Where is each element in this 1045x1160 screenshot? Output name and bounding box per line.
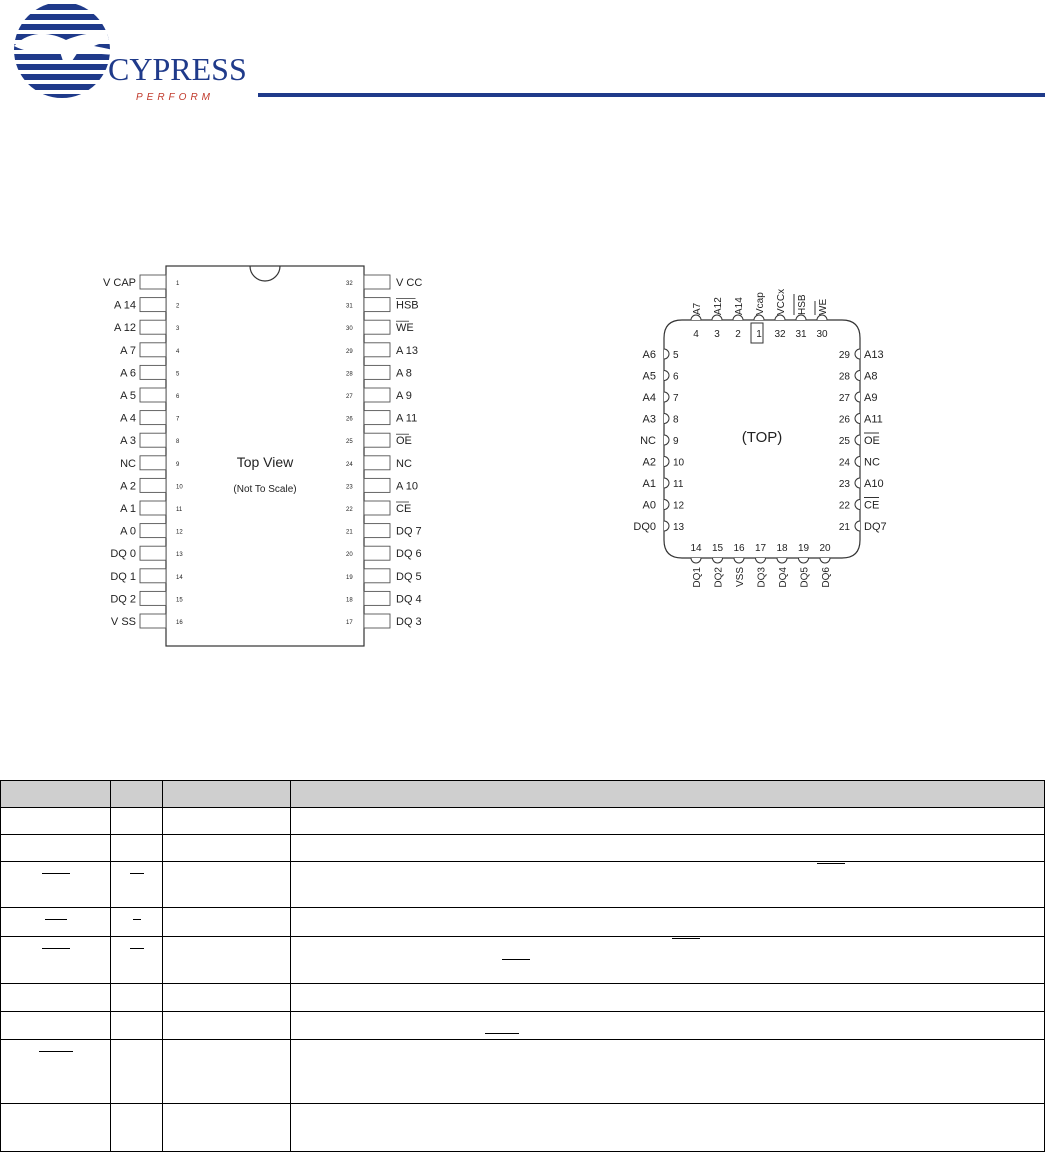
plcc-pin-number: 5 (673, 350, 679, 361)
dip-pin-label: WE (396, 322, 414, 335)
plcc-pin-number: 12 (673, 500, 685, 512)
plcc-pin-label: VCCx (776, 288, 787, 315)
dip-pin-label: NC (120, 457, 136, 470)
plcc-pin-lead (820, 558, 830, 563)
dip-pin-lead (140, 298, 166, 312)
plcc-pin-label: DQ7 (864, 521, 887, 533)
dip-pin-number: 1 (176, 281, 180, 287)
dip-subtitle: (Not To Scale) (233, 484, 297, 495)
dip-pin-label: A 2 (120, 480, 136, 493)
overbar-mark (130, 948, 144, 949)
dip-pin-label: NC (396, 457, 412, 470)
table-header-cell (163, 781, 291, 808)
dip-pin-label: DQ 1 (110, 570, 136, 583)
plcc-pin-label: A3 (642, 413, 656, 426)
plcc-pin-label: HSB (797, 294, 808, 315)
dip-pin-label: A 3 (120, 435, 136, 448)
plcc-pin-number: 28 (838, 371, 850, 383)
plcc-pin-label: A8 (864, 370, 878, 383)
dip-pin-number: 20 (346, 552, 353, 559)
dip-pin-number: 10 (176, 484, 183, 491)
dip-pin-number: 26 (346, 416, 353, 423)
dip-pin-number: 5 (176, 371, 180, 378)
plcc-pin-number: 25 (838, 436, 850, 447)
table-row (1, 862, 1045, 908)
overbar-mark (485, 1033, 519, 1034)
dip-pin-label: A 12 (113, 322, 136, 335)
dip-pin-lead (140, 478, 166, 492)
plcc-pin-number: 1 (756, 329, 762, 340)
dip-pin-number: 25 (346, 439, 353, 446)
plcc-pin-lead (799, 558, 809, 563)
logo-tagline: PERFORM (136, 92, 214, 103)
plcc-pin-lead (777, 558, 787, 563)
dip-pin-label: DQ 2 (110, 593, 136, 606)
dip-pin-label: DQ 6 (396, 548, 422, 561)
dip-pin-number: 19 (346, 574, 353, 581)
plcc-pin-lead (734, 558, 744, 563)
dip-pin-number: 27 (346, 394, 353, 400)
plcc-pin-number: 7 (673, 393, 679, 404)
plcc-pin-label: VSS (735, 567, 746, 588)
dip-pin-label: DQ 4 (396, 593, 422, 606)
dip-pin-number: 29 (346, 348, 353, 355)
plcc-pin-number: 26 (838, 414, 850, 426)
plcc-pin-number: 16 (733, 543, 745, 554)
table-header-row (1, 781, 1045, 808)
plcc-pin-label: A7 (692, 302, 703, 315)
dip-pin-number: 30 (346, 326, 353, 333)
plcc-pin-label: DQ5 (799, 567, 811, 588)
table-header-cell (111, 781, 163, 808)
table-row (1, 984, 1045, 1012)
header-rule (258, 93, 1045, 97)
plcc-pin-number: 31 (795, 329, 807, 340)
plcc-pin-label: A6 (642, 349, 656, 361)
plcc-pin-label: DQ0 (633, 521, 656, 533)
plcc-pin-label: A4 (642, 392, 656, 404)
plcc-pin-number: 29 (838, 350, 850, 361)
dip-pin-lead (140, 433, 166, 447)
dip-pin-number: 23 (346, 484, 353, 491)
dip-pin-label: V CAP (102, 277, 136, 289)
overbar-mark (39, 1051, 73, 1052)
dip-pin-lead (364, 411, 390, 425)
plcc-pin-number: 11 (673, 479, 684, 490)
plcc-title: (TOP) (741, 429, 783, 446)
plcc-pin-number: 15 (711, 543, 724, 554)
dip-pin-number: 8 (176, 439, 180, 446)
dip-pin-number: 31 (346, 303, 353, 310)
dip-pin-label: A 13 (396, 344, 419, 357)
plcc-pin-number: 24 (838, 457, 850, 469)
dip-pin-label: A 5 (120, 390, 136, 402)
dip-pin-number: 32 (346, 281, 353, 287)
table-row (1, 835, 1045, 862)
plcc-pin-label: NC (640, 435, 656, 447)
plcc-pin-label: OE (864, 435, 880, 447)
plcc-pin-label: A9 (864, 392, 878, 404)
plcc-pin-label: DQ3 (756, 567, 768, 588)
table-row (1, 1040, 1045, 1104)
cypress-logo (0, 0, 255, 104)
dip-pin-lead (140, 501, 166, 515)
dip-pin-number: 9 (176, 461, 180, 468)
dip-pin-lead (364, 524, 390, 538)
plcc-package-diagram (620, 285, 900, 610)
dip-pin-label: V SS (110, 616, 136, 628)
dip-pin-lead (364, 501, 390, 515)
plcc-pin-lead (756, 558, 766, 563)
dip-pin-label: V CC (396, 277, 423, 289)
table-row (1, 1012, 1045, 1040)
plcc-pin-label: DQ4 (778, 567, 789, 588)
dip-pin-label: A 9 (396, 390, 412, 402)
dip-pin-lead (140, 411, 166, 425)
dip-pin-label: A 14 (113, 299, 136, 312)
dip-pin-lead (364, 433, 390, 447)
overbar-mark (130, 873, 144, 874)
plcc-pin-number: 8 (673, 414, 679, 426)
overbar-mark (502, 959, 530, 960)
dip-pin-number: 17 (346, 620, 353, 626)
dip-pin-number: 12 (176, 529, 183, 536)
dip-pin-label: DQ 7 (396, 525, 422, 538)
dip-pin-lead (140, 365, 166, 379)
dip-pin-number: 18 (346, 597, 353, 604)
dip-pin-label: DQ 5 (396, 570, 422, 583)
dip-pin-lead (364, 546, 390, 560)
dip-pin-label: A 6 (120, 367, 136, 380)
dip-pin-lead (364, 343, 390, 357)
dip-pin-lead (140, 546, 166, 560)
plcc-pin-label: DQ6 (821, 567, 832, 588)
dip-pin-label: A 11 (396, 412, 418, 425)
plcc-pin-number: 23 (838, 479, 850, 490)
dip-pin-number: 13 (176, 552, 183, 559)
dip-pin-number: 3 (176, 326, 180, 333)
plcc-pin-label: A1 (642, 478, 656, 490)
page-header (0, 0, 1045, 110)
dip-pin-number: 11 (176, 507, 183, 513)
plcc-pin-number: 9 (673, 436, 679, 447)
plcc-pin-number: 32 (774, 329, 786, 340)
plcc-pin-number: 20 (819, 543, 831, 554)
plcc-left-pins (633, 349, 684, 533)
logo-wordmark: CYPRESS (108, 51, 247, 87)
plcc-pin-number: 3 (714, 329, 720, 340)
dip-pin-lead (140, 320, 166, 334)
dip-pin-label: A 7 (120, 344, 136, 357)
dip-pin-number: 4 (176, 348, 180, 355)
overbar-mark (45, 919, 67, 920)
plcc-pin-number: 18 (776, 543, 788, 554)
plcc-pin-number: 22 (838, 500, 850, 512)
plcc-right-pins (839, 349, 887, 533)
overbar-mark (42, 873, 70, 874)
plcc-pin-label: A0 (642, 499, 656, 512)
dip-pin-lead (140, 343, 166, 357)
table-header-cell (291, 781, 1045, 808)
overbar-mark (817, 863, 845, 864)
table-row (1, 1104, 1045, 1152)
table-row (1, 808, 1045, 835)
dip-package-diagram (100, 262, 440, 650)
plcc-pin-label: A10 (864, 478, 884, 490)
dip-pin-number: 16 (176, 620, 183, 626)
dip-pin-number: 28 (346, 371, 353, 378)
dip-pin-label: A 4 (120, 412, 136, 425)
plcc-pin-number: 17 (754, 543, 767, 554)
plcc-pin-label: Vcap (755, 292, 766, 315)
dip-pin-label: CE (396, 503, 412, 515)
plcc-pin-number: 2 (735, 329, 741, 340)
plcc-pin-label: A14 (734, 297, 745, 315)
dip-pin-label: A 8 (396, 367, 412, 380)
dip-pin-label: A 0 (120, 525, 136, 538)
dip-pin-lead (364, 591, 390, 605)
dip-pin-lead (364, 456, 390, 470)
plcc-pin-number: 13 (673, 522, 685, 533)
dip-pin-lead (364, 388, 390, 402)
dip-pin-label: DQ 3 (396, 616, 422, 628)
dip-pin-number: 15 (176, 597, 183, 604)
plcc-pin-label: DQ1 (692, 567, 703, 588)
overbar-mark (42, 948, 70, 949)
plcc-pin-label: DQ2 (713, 567, 725, 588)
dip-pin-lead (364, 569, 390, 583)
plcc-pin-number: 30 (816, 329, 828, 340)
dip-pin-lead (140, 456, 166, 470)
dip-pin-number: 24 (346, 461, 353, 468)
dip-pin-number: 2 (176, 303, 180, 310)
dip-pin-number: 22 (346, 507, 353, 513)
plcc-pin-label: A12 (713, 297, 724, 315)
plcc-pin-number: 21 (838, 522, 850, 533)
plcc-pin-number: 27 (838, 393, 850, 404)
table-row (1, 937, 1045, 984)
plcc-pin-lead (713, 558, 723, 563)
table-header-cell (1, 781, 111, 808)
dip-pin-lead (140, 524, 166, 538)
dip-pin-label: A 1 (120, 503, 136, 515)
plcc-pin-label: A2 (642, 456, 656, 469)
dip-pin-label: DQ 0 (110, 548, 136, 561)
dip-pin-number: 7 (176, 416, 180, 423)
overbar-mark (133, 919, 141, 920)
dip-pin-lead (140, 569, 166, 583)
plcc-pin-label: A13 (864, 349, 884, 361)
overbar-mark (672, 938, 700, 939)
dip-pin-lead (364, 614, 390, 628)
plcc-pin-number: 10 (673, 457, 685, 469)
plcc-pin-label: CE (864, 499, 880, 512)
plcc-pin-label: NC (864, 456, 880, 469)
dip-pin-lead (140, 388, 166, 402)
dip-pin-label: OE (396, 435, 412, 448)
dip-pin-lead (364, 478, 390, 492)
plcc-pin-number: 14 (690, 543, 702, 554)
dip-pin-lead (364, 275, 390, 289)
pin-definitions-table (0, 780, 1045, 1152)
plcc-pin-lead (691, 558, 701, 563)
dip-pin-label: HSB (396, 299, 419, 312)
dip-pin-label: A 10 (396, 480, 419, 493)
dip-pin-lead (364, 298, 390, 312)
dip-pin-number: 6 (176, 394, 180, 400)
dip-pin-lead (140, 591, 166, 605)
plcc-pin-number: 6 (673, 371, 679, 383)
table-row (1, 908, 1045, 937)
plcc-pin-label: A5 (642, 370, 656, 383)
dip-title: Top View (236, 454, 294, 470)
plcc-pin-label: WE (818, 298, 829, 315)
dip-pin-lead (140, 275, 166, 289)
plcc-pin-label: A11 (864, 413, 883, 426)
dip-pin-lead (364, 365, 390, 379)
dip-pin-number: 14 (176, 574, 183, 581)
dip-pin-number: 21 (346, 529, 353, 536)
plcc-pin-number: 4 (693, 329, 699, 340)
dip-pin-lead (140, 614, 166, 628)
dip-pin-lead (364, 320, 390, 334)
plcc-pin-number: 19 (797, 543, 810, 554)
